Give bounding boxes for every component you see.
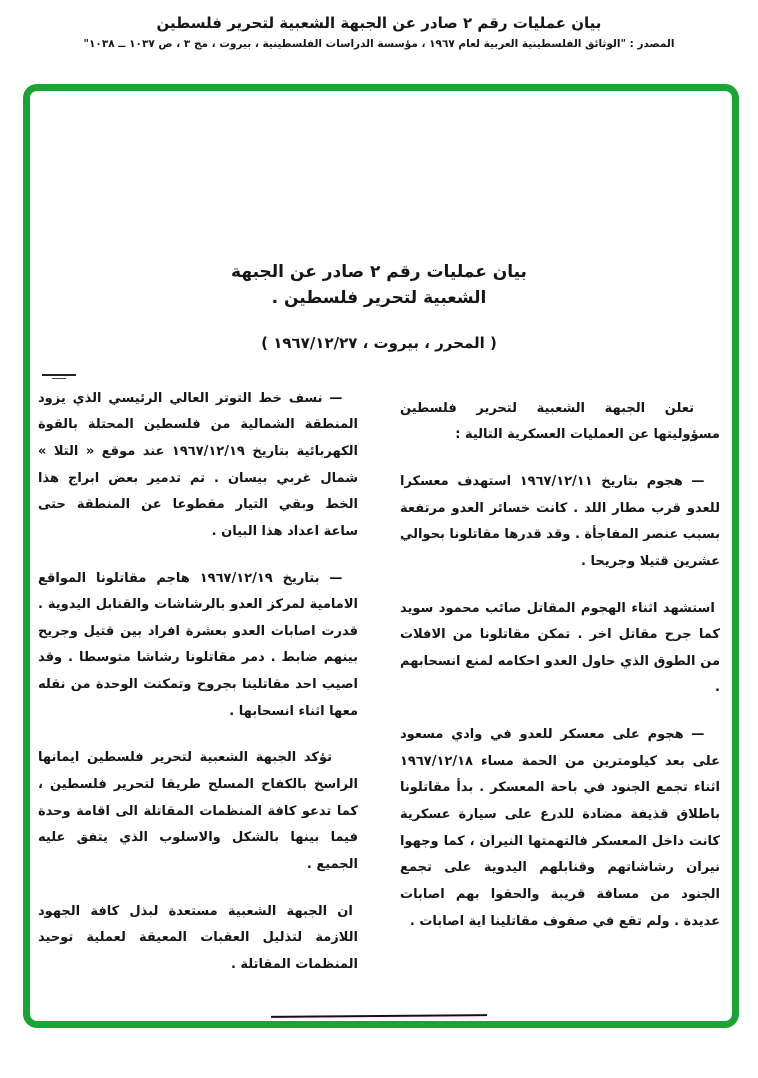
document-title-line1: بيان عمليات رقم ٢ صادر عن الجبهة [231, 262, 527, 282]
scan-artifact-dashes [42, 374, 76, 378]
paragraph: — نسف خط التوتر العالي الرئيسي الذي يزود المنطقة الشمالية من فلسطين المحتلة بالقوة الكهربائية بتاريخ ١٩٦٧/١٢/١٩ عند موقع « التلا » شمال غربي بيسان . تم تدمير بعض ابراج هذا الخط وبقي التيار مقطوعا عن المنطقة حتى ساعة اعداد هذا البيان . [38, 390, 358, 539]
document-frame [23, 84, 739, 1028]
paragraph: ان الجبهة الشعبية مستعدة لبذل كافة الجهود اللازمة لتذليل العقبات المعيقة لعملية توحيد المنظمات المقاتلة . [38, 903, 358, 972]
document-body [30, 91, 732, 1021]
paragraph: — بتاريخ ١٩٦٧/١٢/١٩ هاجم مقاتلونا المواقع الامامية لمركز العدو بالرشاشات والقنابل اليدوية . قدرت اصابات العدو بعشرة افراد بين قتيل وجريح بينهم ضابط . دمر مقاتلونا رشاشا متوسطا . وقد اصيب احد مقاتلينا بجروح وتمكنت الوحدة من نقله معها اثناء انسحابها . [38, 570, 358, 719]
document-source-citation: المصدر : "الوثائق الفلسطينية العربية لعام ١٩٦٧ ، مؤسسة الدراسات الفلسطينية ، بيروت ، مج ٣ ، ص ١٠٣٧ ــ ١٠٣٨" [83, 38, 675, 50]
divider-line [271, 1014, 487, 1018]
paragraph: — هجوم على معسكر للعدو في وادي مسعود على بعد كيلومترين من الحمة مساء ١٩٦٧/١٢/١٨ اثناء تجمع الجنود في باحة المعسكر . بدأ مقاتلونا باطلاق قذيفة مضادة للدرع على سيارة عسكرية كانت داخل المعسكر فالتهمتها النيران ، كما وجهوا نيران رشاشاتهم وقنابلهم اليدوية على تجمع الجنود من مسافة قريبة والحقوا بهم اصابات عديدة . ولم تقع في صفوف مقاتلينا اية اصابات . [400, 727, 720, 929]
two-column-body [38, 386, 720, 999]
document-header-title: بيان عمليات رقم ٢ صادر عن الجبهة الشعبية لتحرير فلسطين [156, 14, 602, 32]
paragraph: استشهد اثناء الهجوم المقاتل صائب محمود سويد كما جرح مقاتل اخر . تمكن مقاتلونا من الافلات من الطوق الذي حاول العدو احكامه لمنع انسحابهم . [400, 600, 720, 696]
document-title-line2: الشعبية لتحرير فلسطين . [271, 288, 487, 309]
paragraph: — هجوم بتاريخ ١٩٦٧/١٢/١١ استهدف معسكرا للعدو قرب مطار اللد . كانت خسائر العدو مرتفعة بسبب عنصر المفاجأة . وقد قدرها مقاتلونا بحوالي عشرين قتيلا وجريحا . [400, 473, 720, 569]
page-header [0, 0, 758, 50]
column-right [400, 386, 720, 999]
column-left [38, 386, 358, 999]
document-dateline: ( المحرر ، بيروت ، ١٩٦٧/١٢/٢٧ ) [261, 333, 497, 352]
document-title [38, 259, 720, 312]
paragraph: تعلن الجبهة الشعبية لتحرير فلسطين مسؤوليتها عن العمليات العسكرية التالية : [400, 400, 720, 443]
paragraph: تؤكد الجبهة الشعبية لتحرير فلسطين ايمانها الراسخ بالكفاح المسلح طريقا لتحرير فلسطين ، كما تدعو كافة المنظمات المقاتلة الى اقامة وحدة فيما بينها بالشكل والاسلوب الذي يتفق عليه الجميع . [38, 750, 358, 872]
